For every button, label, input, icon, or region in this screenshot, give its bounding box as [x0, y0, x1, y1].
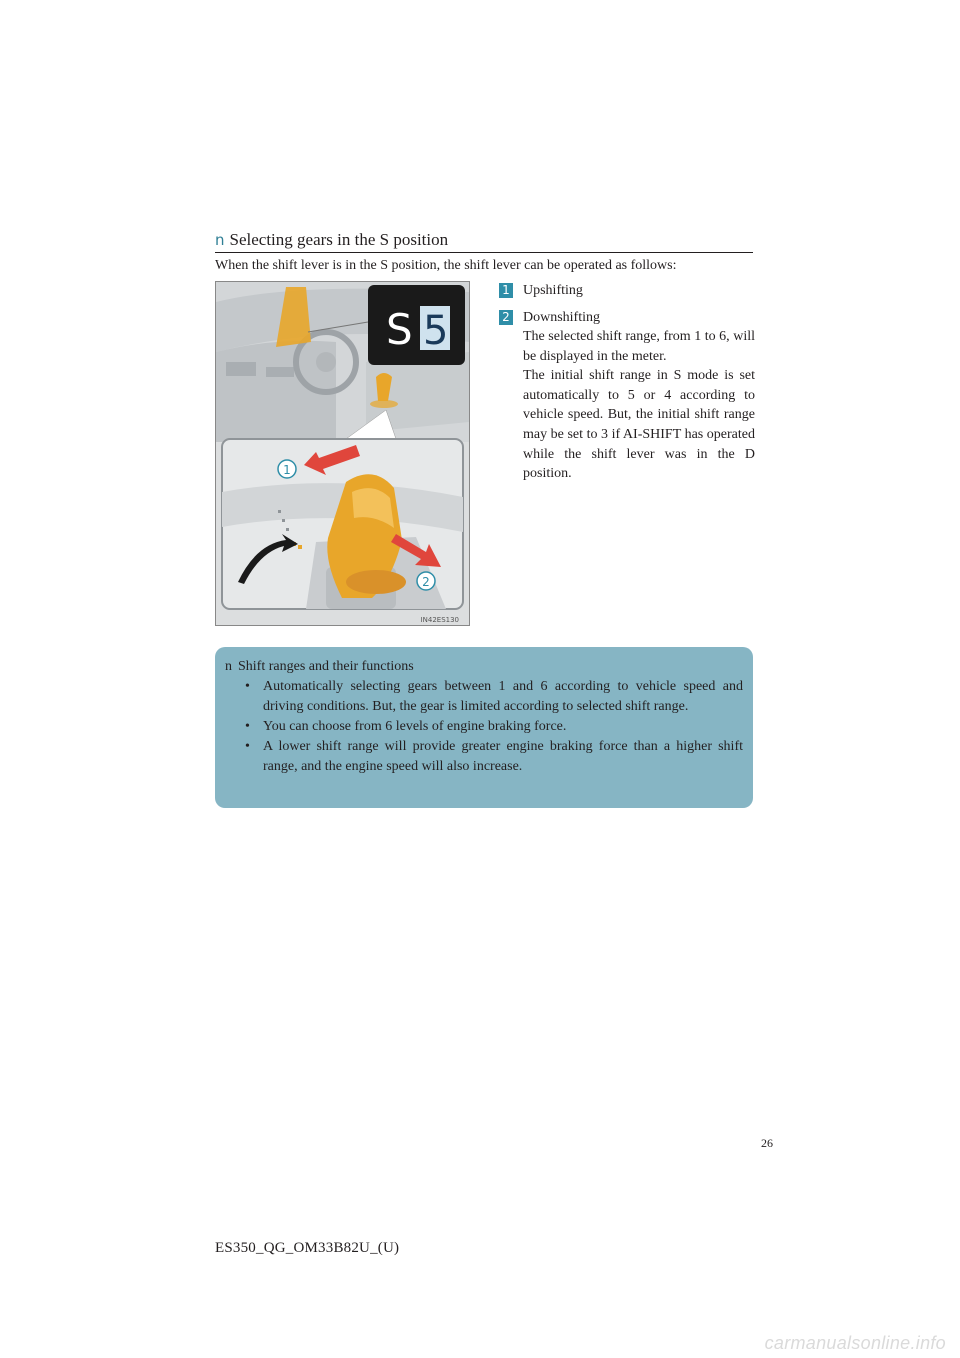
info-box — [215, 647, 753, 808]
section-heading — [215, 229, 753, 251]
display-gear: 5 — [423, 308, 449, 354]
step-number: 2 — [499, 310, 513, 325]
bullet-icon: • — [245, 679, 250, 694]
intro-text: When the shift lever is in the S position, the shift lever can be operated as follows: — [215, 258, 677, 273]
heading-rule — [215, 252, 753, 253]
info-title — [225, 657, 743, 677]
step-upshifting — [499, 281, 755, 300]
bullet-icon: • — [245, 719, 250, 734]
list-item-text: You can choose from 6 levels of engine braking force. — [263, 719, 567, 734]
callout-2: 2 — [422, 575, 430, 589]
footer-code: ES350_QG_OM33B82U_(U) — [215, 1240, 400, 1256]
step-title: Upshifting — [523, 283, 583, 298]
step-number: 1 — [499, 283, 513, 298]
page-number: 26 — [761, 1136, 773, 1150]
display-letter: S — [386, 305, 413, 354]
list-item — [245, 717, 743, 737]
bullet-icon: • — [245, 739, 250, 754]
figure-code: IN42ES130 — [420, 616, 459, 624]
list-item — [245, 737, 743, 777]
callout-1: 1 — [283, 463, 291, 477]
info-marker: n — [225, 659, 232, 674]
list-item-text: Automatically selecting gears between 1 and 6 according to vehicle speed and driving conditions. But, the gear is limited according to selected shift range. — [263, 679, 743, 714]
step-list — [499, 281, 755, 492]
list-item — [245, 677, 743, 717]
step-title: Downshifting — [523, 310, 600, 325]
info-title-text: Shift ranges and their functions — [238, 659, 414, 674]
heading-title: Selecting gears in the S position — [229, 230, 449, 249]
watermark-link[interactable]: carmanualsonline.info — [764, 1333, 946, 1353]
step-description: The selected shift range, from 1 to 6, will be displayed in the meter. — [523, 329, 755, 364]
shift-lever-illustration — [215, 281, 470, 626]
step-description: The initial shift range in S mode is set automatically to 5 or 4 according to vehicle speed. But, the initial shift range may be set to 3 if AI-SHIFT has operated while the shift lever was in the D position. — [523, 368, 755, 482]
heading-marker: n — [215, 231, 225, 249]
info-list — [225, 677, 743, 777]
list-item-text: A lower shift range will provide greater engine braking force than a higher shift range, and the engine speed will also increase. — [263, 739, 743, 774]
step-downshifting — [499, 308, 755, 484]
